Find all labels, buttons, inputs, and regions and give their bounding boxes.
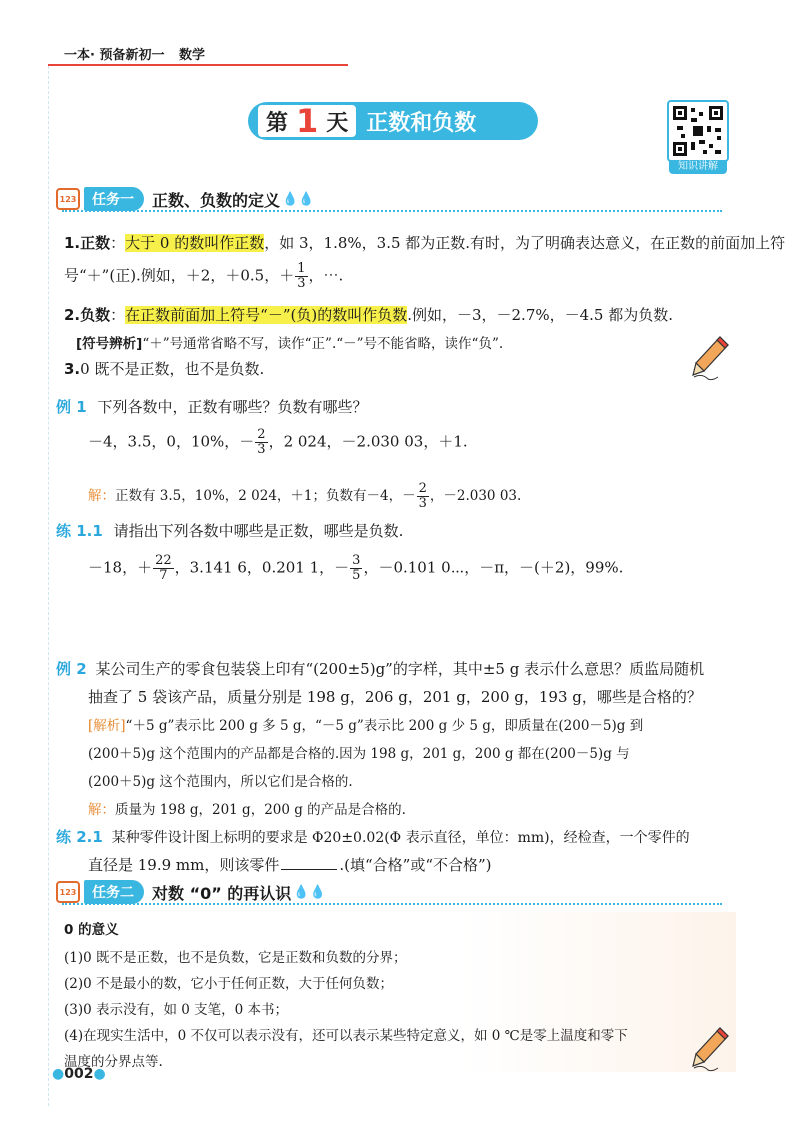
numbers-text: －4，3.5，0，10%，－ (88, 432, 255, 451)
fraction-denominator: 5 (352, 568, 361, 583)
task-icon: 123 (56, 188, 80, 210)
question-text: 直径是 19.9 mm，则该零件 (88, 856, 280, 874)
note-text: “＋”号通常省略不写，读作“正”.“－”号不能省略，读作“负”. (142, 336, 504, 352)
example1-numbers (88, 428, 468, 457)
fraction (295, 262, 307, 291)
top-rule (48, 64, 348, 66)
numbers-text: ，－0.101 0⋯，－π，－(＋2)，99%. (363, 558, 624, 577)
highlight-text: 大于 0 的数叫作正数 (125, 234, 265, 252)
example2-line2: 抽查了 5 袋该产品，质量分别是 198 g，206 g，201 g，200 g，193 g，哪些是合格的？ (88, 688, 702, 706)
left-margin-rule (48, 66, 50, 1106)
analysis-text: “＋5 g”表示比 200 g 多 5 g，“－5 g”表示比 200 g 少 5 g，即质量在(200－5)g 到 (125, 718, 644, 734)
task2-label: 任务二 (84, 880, 144, 904)
qr-caption: 知识讲解 (669, 160, 727, 174)
fraction-numerator: 3 (352, 553, 361, 568)
pencil-icon (690, 335, 730, 385)
point-number: 1.正数 (64, 234, 111, 252)
page-number: ●002● (52, 1066, 106, 1082)
example2-line1 (56, 658, 704, 679)
practice2-line1 (56, 826, 690, 847)
fraction-numerator: 2 (418, 481, 427, 496)
practice2-line2 (88, 854, 492, 875)
solution-label: 解： (88, 802, 115, 818)
example-label: 例 2 (56, 660, 87, 678)
example1-solution (88, 482, 521, 511)
fraction-denominator: 3 (297, 276, 306, 291)
task-icon: 123 (56, 881, 80, 903)
zero-item-1: (1)0 既不是正数，也不是负数，它是正数和负数的分界； (64, 950, 407, 966)
positive-def (64, 232, 785, 253)
solution-text: ，－2.030 03. (429, 488, 522, 504)
numbers-text: ，2 024，－2.030 03，＋1. (268, 432, 468, 451)
analysis-tag: [解析] (88, 718, 126, 734)
numbers-text: ，3.141 6，0.201 1，－ (174, 558, 350, 577)
point-number: 2.负数 (64, 306, 111, 324)
numbers-text: －18，＋ (88, 558, 153, 577)
fraction-denominator: 3 (257, 442, 266, 457)
zero-item-2: (2)0 不是最小的数，它小于任何正数，大于任何负数； (64, 976, 394, 992)
example-label: 例 1 (56, 398, 87, 416)
fraction-numerator: 2 (257, 427, 266, 442)
practice-label: 练 1.1 (56, 522, 103, 540)
book-name: 一本· 预备新初一 (64, 48, 165, 63)
fraction (417, 482, 429, 511)
body-text: 0 既不是正数，也不是负数. (80, 360, 265, 378)
fraction-denominator: 3 (418, 496, 427, 511)
symbol-note (76, 332, 503, 352)
solution-label: 解： (88, 488, 115, 504)
zero-item-3: (3)0 表示没有，如 0 支笔，0 本书； (64, 1002, 289, 1018)
body-text: 号“＋”(正).例如，＋2，＋0.5，＋ (64, 266, 295, 285)
body-text: ，⋯. (308, 266, 344, 285)
day-di: 第 (266, 110, 289, 136)
fraction (153, 554, 174, 583)
solution-text: 质量为 198 g，201 g，200 g 的产品是合格的. (115, 802, 406, 818)
day-banner (248, 102, 538, 140)
zero-heading: 0 的意义 (64, 922, 119, 938)
book-header (64, 44, 205, 63)
task1-heading (56, 187, 314, 211)
subject-name: 数学 (179, 48, 206, 63)
practice1-numbers (88, 554, 623, 583)
day-badge (258, 102, 356, 140)
negative-def (64, 304, 673, 325)
question-text: 某种零件设计图上标明的要求是 Φ20±0.02(Φ 表示直径，单位：mm)，经检查，一个零件的 (111, 830, 690, 846)
zero-item-4-cont: 温度的分界点等. (64, 1054, 163, 1070)
question-text: .(填“合格”或“不合格”) (339, 856, 492, 874)
fraction-numerator: 22 (155, 553, 172, 568)
flame-icon: 💧💧 (282, 191, 315, 207)
task1-label: 任务一 (84, 187, 144, 211)
flame-icon: 💧💧 (293, 884, 326, 900)
divider (62, 903, 722, 905)
note-tag: [符号辨析] (76, 336, 143, 352)
example2-analysis3: (200＋5)g 这个范围内，所以它们是合格的. (88, 774, 353, 790)
day-tian: 天 (326, 110, 349, 136)
solution-text: 正数有 3.5，10%，2 024，＋1；负数有－4，－ (115, 488, 416, 504)
practice-label: 练 2.1 (56, 828, 103, 846)
example2-solution (88, 798, 406, 818)
fraction-numerator: 1 (297, 261, 306, 276)
question-text: 请指出下列各数中哪些是正数，哪些是负数. (113, 522, 404, 540)
fraction (255, 428, 267, 457)
zero-meaning-box (56, 912, 736, 1072)
example2-analysis1 (88, 714, 643, 734)
pencil-icon (690, 1026, 730, 1076)
colon: ： (110, 306, 126, 324)
task2-heading (56, 880, 326, 904)
divider (62, 210, 722, 212)
colon: ： (110, 234, 126, 252)
question-text: 某公司生产的零食包装袋上印有“(200±5)g”的字样，其中±5 g 表示什么意思？质监局随机 (95, 660, 705, 678)
point-number: 3. (64, 360, 81, 378)
example1-question (56, 396, 367, 417)
day-title: 正数和负数 (366, 110, 477, 136)
answer-blank[interactable] (281, 869, 337, 870)
task1-title: 正数、负数的定义 (152, 190, 281, 210)
zero-item-4: (4)在现实生活中，0 不仅可以表示没有，还可以表示某些特定意义，如 0 ℃是零上温度和零下 (64, 1028, 628, 1044)
highlight-text: 在正数前面加上符号“－”(负)的数叫作负数 (125, 306, 408, 324)
zero-statement (64, 358, 264, 379)
example2-analysis2: (200＋5)g 这个范围内的产品都是合格的.因为 198 g，201 g，200 g 都在(200－5)g 与 (88, 746, 630, 762)
page-number-text: 002 (64, 1066, 94, 1082)
task2-title: 对数 “0” 的再认识 (152, 883, 292, 903)
fraction (350, 554, 362, 583)
body-text: .例如，－3，－2.7%，－4.5 都为负数. (407, 306, 674, 324)
body-text: ，如 3，1.8%，3.5 都为正数.有时，为了明确表达意义，在正数的前面加上符 (264, 234, 786, 252)
practice1-question (56, 520, 403, 541)
positive-def-cont (64, 262, 343, 291)
qr-code[interactable] (667, 100, 729, 162)
fraction-denominator: 7 (159, 568, 168, 583)
day-number: 1 (296, 102, 319, 140)
question-text: 下列各数中，正数有哪些？负数有哪些？ (97, 398, 368, 416)
